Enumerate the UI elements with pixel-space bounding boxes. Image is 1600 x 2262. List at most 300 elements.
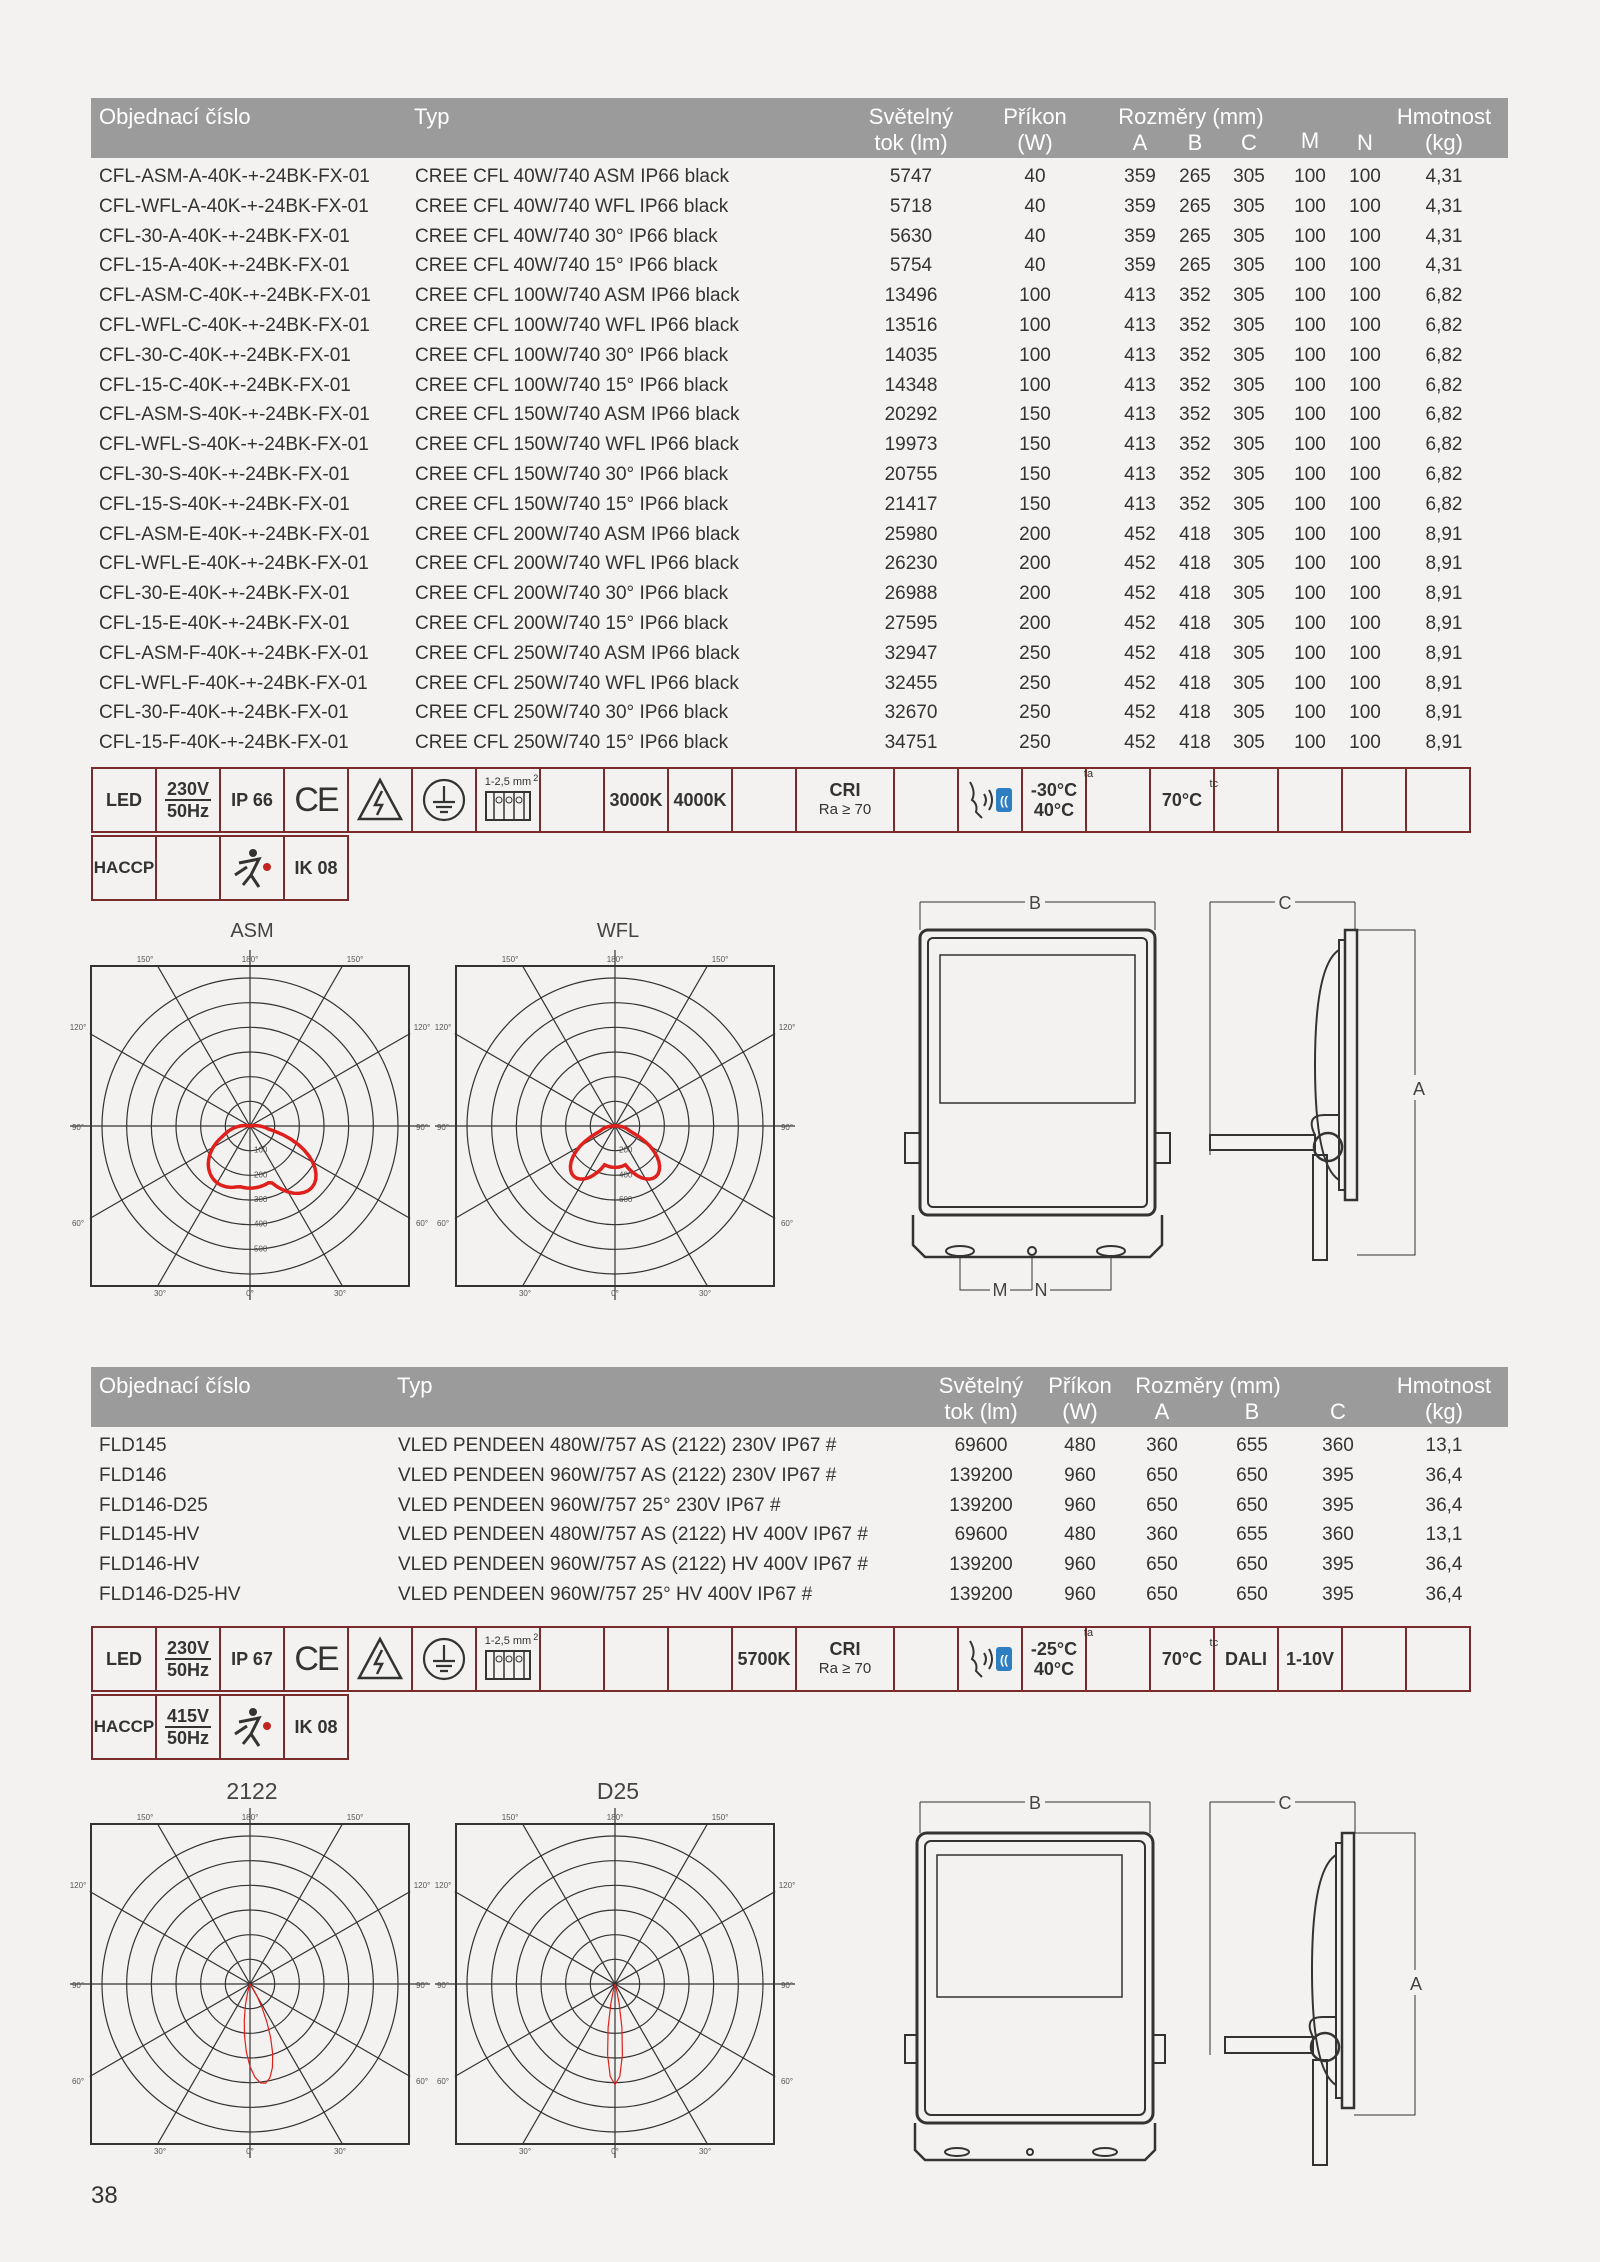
cct-3000k-badge: 3000K	[603, 767, 669, 833]
cell-flux: 26988	[884, 583, 938, 605]
cell-weight: 4,31	[1425, 166, 1463, 187]
cell-c: 305	[1233, 255, 1265, 277]
cell-c: 305	[1233, 463, 1265, 485]
table-row	[91, 460, 1508, 490]
cell-power: 480	[1064, 1435, 1096, 1456]
cell-code: FLD146-D25-HV	[99, 1583, 241, 1605]
cell-weight: 6,82	[1425, 314, 1463, 336]
table-row	[91, 400, 1508, 430]
cell-flux: 25980	[884, 523, 938, 545]
intensity-curve	[208, 1126, 316, 1194]
angle-label: 180°	[241, 955, 259, 964]
cell-a: 452	[1124, 672, 1156, 694]
cell-b: 650	[1236, 1554, 1268, 1576]
cell-weight: 6,82	[1425, 404, 1463, 426]
ik-rating-badge: IK 08	[283, 835, 349, 901]
table-row	[91, 728, 1508, 758]
cell-power: 150	[1019, 463, 1051, 485]
header-m: M	[1300, 128, 1320, 153]
cell-weight: 8,91	[1425, 612, 1463, 634]
angle-label: 150°	[346, 1813, 364, 1822]
angle-label: 90°	[71, 1123, 85, 1132]
cell-code: CFL-15-A-40K-+-24BK-FX-01	[99, 255, 350, 277]
ring-label: 600	[619, 1195, 633, 1204]
cell-m: 100	[1294, 493, 1326, 515]
ik-rating-badge: IK 08	[283, 1694, 349, 1760]
cell-b: 418	[1179, 583, 1211, 605]
cell-code: CFL-ASM-E-40K-+-24BK-FX-01	[99, 523, 370, 545]
cell-m: 100	[1294, 434, 1326, 456]
cell-a: 413	[1124, 434, 1156, 456]
cell-b: 650	[1236, 1583, 1268, 1605]
cell-c: 395	[1322, 1464, 1354, 1486]
table-body	[91, 162, 1508, 758]
angle-label: 120°	[435, 1023, 452, 1032]
cell-weight: 13,1	[1425, 1524, 1463, 1546]
cell-a: 359	[1124, 166, 1156, 187]
cell-type: CREE CFL 40W/740 WFL IP66 black	[415, 195, 729, 217]
table-row	[91, 520, 1508, 550]
cell-a: 360	[1146, 1524, 1178, 1546]
angle-label: 90°	[780, 1981, 794, 1990]
cell-m: 100	[1294, 285, 1326, 307]
header-n: N	[1357, 130, 1373, 155]
header-c: C	[1241, 130, 1257, 155]
cell-b: 655	[1236, 1435, 1268, 1456]
angle-label: 60°	[436, 1219, 450, 1228]
cell-b: 352	[1179, 404, 1211, 426]
cell-code: CFL-30-E-40K-+-24BK-FX-01	[99, 583, 350, 605]
ring-label: 100	[254, 1145, 268, 1155]
cell-weight: 4,31	[1425, 195, 1463, 217]
cell-code: CFL-15-C-40K-+-24BK-FX-01	[99, 374, 351, 396]
angle-label: 30°	[333, 2147, 347, 2156]
cell-type: CREE CFL 200W/740 ASM IP66 black	[415, 523, 740, 545]
polar-diagram-d25	[435, 1808, 795, 2158]
wire-terminal-icon: 1-2,5 mm 2	[475, 767, 541, 833]
polar-title-asm: ASM	[230, 920, 274, 942]
angle-label: 120°	[70, 1881, 87, 1890]
cell-type: CREE CFL 100W/740 30° IP66 black	[415, 344, 729, 366]
empty-cell	[603, 1626, 669, 1692]
angle-label: 150°	[346, 955, 364, 964]
cell-n: 100	[1349, 255, 1381, 277]
cell-weight: 36,4	[1425, 1583, 1463, 1605]
cell-flux: 34751	[884, 732, 938, 754]
cell-c: 305	[1233, 434, 1265, 456]
cell-flux: 14035	[884, 344, 938, 366]
cell-a: 359	[1124, 225, 1156, 247]
angle-label: 90°	[71, 1981, 85, 1990]
cell-a: 650	[1146, 1494, 1178, 1516]
cell-c: 305	[1233, 195, 1265, 217]
cell-a: 452	[1124, 553, 1156, 575]
cell-a: 413	[1124, 344, 1156, 366]
angle-label: 60°	[415, 1219, 429, 1228]
angle-label: 90°	[780, 1123, 794, 1132]
header-power-unit-2: (W)	[1062, 1399, 1098, 1424]
cell-flux: 20755	[884, 463, 938, 485]
cell-power: 40	[1024, 255, 1046, 277]
cell-m: 100	[1294, 702, 1326, 724]
cell-n: 100	[1349, 732, 1381, 754]
header-dims-2: Rozměry (mm)	[1135, 1373, 1281, 1398]
cell-code: FLD145	[99, 1435, 167, 1456]
ground-icon	[411, 767, 477, 833]
svg-text:((: ((	[1000, 794, 1008, 808]
cell-b: 265	[1179, 225, 1211, 247]
cell-n: 100	[1349, 166, 1381, 187]
cell-type: CREE CFL 100W/740 15° IP66 black	[415, 374, 729, 396]
cell-m: 100	[1294, 553, 1326, 575]
cell-m: 100	[1294, 672, 1326, 694]
cell-m: 100	[1294, 404, 1326, 426]
cell-b: 650	[1236, 1494, 1268, 1516]
table-row	[91, 281, 1508, 311]
angle-label: 30°	[333, 1289, 347, 1298]
cell-b: 352	[1179, 344, 1211, 366]
cell-b: 352	[1179, 434, 1211, 456]
cell-weight: 6,82	[1425, 374, 1463, 396]
cell-m: 100	[1294, 195, 1326, 217]
cell-weight: 8,91	[1425, 523, 1463, 545]
angle-label: 120°	[413, 1881, 430, 1890]
polar-title-2122: 2122	[226, 1778, 278, 1804]
cct-4000k-badge: 4000K	[667, 767, 733, 833]
cell-b: 418	[1179, 523, 1211, 545]
angle-label: 120°	[778, 1881, 795, 1890]
ring-label: 500	[254, 1244, 268, 1254]
angle-label: 90°	[415, 1981, 429, 1990]
cell-code: CFL-30-A-40K-+-24BK-FX-01	[99, 225, 350, 247]
table-row	[91, 1520, 1508, 1550]
cell-power: 200	[1019, 612, 1051, 634]
cell-c: 305	[1233, 702, 1265, 724]
cell-a: 452	[1124, 523, 1156, 545]
icon-grid-1	[91, 767, 1471, 833]
cell-type: VLED PENDEEN 480W/757 AS (2122) 230V IP67 #	[398, 1435, 837, 1456]
cell-c: 305	[1233, 642, 1265, 664]
cell-n: 100	[1349, 612, 1381, 634]
header-power-2: Příkon	[1048, 1373, 1112, 1398]
cell-a: 413	[1124, 374, 1156, 396]
cell-code: FLD146	[99, 1464, 167, 1486]
cell-a: 650	[1146, 1464, 1178, 1486]
ip-rating-badge: IP 66	[219, 767, 285, 833]
voltage-badge: $\frac{230V}{50Hz}$	[155, 767, 221, 833]
cell-weight: 36,4	[1425, 1554, 1463, 1576]
cell-code: CFL-ASM-S-40K-+-24BK-FX-01	[99, 404, 370, 426]
cell-code: FLD145-HV	[99, 1524, 200, 1546]
cell-a: 360	[1146, 1435, 1178, 1456]
header-weight-2: Hmotnost	[1396, 1373, 1492, 1398]
empty-cell	[1341, 767, 1407, 833]
cct-5700k-badge: 5700K	[731, 1626, 797, 1692]
table-row	[91, 162, 1508, 192]
cell-code: CFL-ASM-A-40K-+-24BK-FX-01	[99, 166, 370, 187]
cell-weight: 36,4	[1425, 1464, 1463, 1486]
cell-code: CFL-ASM-F-40K-+-24BK-FX-01	[99, 642, 369, 664]
cell-flux: 32455	[884, 672, 938, 694]
cell-b: 650	[1236, 1464, 1268, 1486]
cell-flux: 14348	[884, 374, 938, 396]
header-b-2: B	[1244, 1399, 1260, 1424]
empty-cell	[1405, 1626, 1471, 1692]
table-row	[91, 1580, 1508, 1610]
cell-a: 413	[1124, 285, 1156, 307]
cell-type: CREE CFL 150W/740 ASM IP66 black	[415, 404, 740, 426]
cell-weight: 6,82	[1425, 285, 1463, 307]
cell-type: CREE CFL 40W/740 30° IP66 black	[415, 225, 718, 247]
table-row	[91, 490, 1508, 520]
cell-type: CREE CFL 250W/740 15° IP66 black	[415, 732, 729, 754]
header-code-2: Objednací číslo	[99, 1373, 251, 1398]
cell-power: 100	[1019, 374, 1051, 396]
page-number: 38	[91, 2182, 118, 2209]
angle-label: 60°	[436, 2077, 450, 2086]
cell-flux: 139200	[949, 1583, 1013, 1605]
header-type-2: Typ	[397, 1373, 433, 1398]
cri-badge: CRI Ra ≥ 70	[795, 1626, 895, 1692]
cell-type: CREE CFL 150W/740 30° IP66 black	[415, 463, 729, 485]
header-power: Příkon	[1003, 104, 1067, 129]
cell-n: 100	[1349, 463, 1381, 485]
table-row	[91, 639, 1508, 669]
cell-c: 395	[1322, 1583, 1354, 1605]
cell-c: 305	[1233, 344, 1265, 366]
header-type: Typ	[414, 104, 450, 129]
cell-n: 100	[1349, 553, 1381, 575]
angle-label: 0°	[246, 1289, 254, 1298]
cell-a: 413	[1124, 493, 1156, 515]
cell-b: 352	[1179, 374, 1211, 396]
cell-n: 100	[1349, 374, 1381, 396]
angle-label: 60°	[71, 1219, 85, 1228]
cell-power: 960	[1064, 1583, 1096, 1605]
header-flux-2: Světelný	[938, 1373, 1024, 1398]
cell-code: CFL-WFL-F-40K-+-24BK-FX-01	[99, 672, 368, 694]
cell-n: 100	[1349, 404, 1381, 426]
table-row	[91, 579, 1508, 609]
cell-type: CREE CFL 40W/740 ASM IP66 black	[415, 166, 729, 187]
angle-label: 60°	[780, 1219, 794, 1228]
cell-flux: 139200	[949, 1494, 1013, 1516]
svg-text:((: ((	[1000, 1653, 1008, 1667]
cell-m: 100	[1294, 225, 1326, 247]
cell-a: 650	[1146, 1554, 1178, 1576]
dim-label-b: B	[1028, 1793, 1042, 1813]
angle-label: 120°	[70, 1023, 87, 1032]
empty-cell	[893, 1626, 959, 1692]
cell-power: 150	[1019, 434, 1051, 456]
cell-a: 452	[1124, 732, 1156, 754]
header-flux: Světelný	[868, 104, 954, 129]
dali-badge: DALI	[1213, 1626, 1279, 1692]
ring-label: 300	[254, 1195, 268, 1204]
angle-label: 150°	[136, 1813, 154, 1822]
cell-flux: 32947	[884, 642, 938, 664]
cell-b: 352	[1179, 314, 1211, 336]
empty-cell	[667, 1626, 733, 1692]
cell-c: 305	[1233, 374, 1265, 396]
cell-n: 100	[1349, 195, 1381, 217]
sensor-icon	[957, 1626, 1023, 1692]
cell-c: 305	[1233, 732, 1265, 754]
impact-icon	[219, 1694, 285, 1760]
cell-flux: 69600	[954, 1435, 1008, 1456]
cell-c: 305	[1233, 553, 1265, 575]
wire-terminal-icon: 1-2,5 mm 2	[475, 1626, 541, 1692]
angle-label: 30°	[518, 2147, 532, 2156]
cell-weight: 8,91	[1425, 672, 1463, 694]
cell-a: 359	[1124, 255, 1156, 277]
table-row	[91, 371, 1508, 401]
cell-type: CREE CFL 40W/740 15° IP66 black	[415, 255, 718, 277]
cell-m: 100	[1294, 732, 1326, 754]
table-row	[91, 192, 1508, 222]
empty-cell	[893, 767, 959, 833]
product-table-cfl	[91, 98, 1508, 758]
voltage-badge-hv: $\frac{415V}{50Hz}$	[155, 1694, 221, 1760]
empty-cell	[1085, 767, 1151, 833]
electric-shock-icon	[347, 767, 413, 833]
empty-cell	[731, 767, 797, 833]
cell-b: 418	[1179, 553, 1211, 575]
cell-b: 352	[1179, 463, 1211, 485]
cell-flux: 5754	[889, 255, 933, 277]
cell-type: CREE CFL 100W/740 ASM IP66 black	[415, 285, 740, 307]
cell-type: VLED PENDEEN 960W/757 25° 230V IP67 #	[398, 1494, 781, 1516]
polar-diagram-2122	[70, 1808, 430, 2158]
cell-weight: 8,91	[1425, 583, 1463, 605]
cell-type: CREE CFL 250W/740 WFL IP66 black	[415, 672, 739, 694]
cell-weight: 8,91	[1425, 702, 1463, 724]
header-code: Objednací číslo	[99, 104, 251, 129]
led-badge: LED	[91, 767, 157, 833]
cell-n: 100	[1349, 493, 1381, 515]
cell-c: 305	[1233, 166, 1265, 187]
dim-label-c: C	[1278, 1793, 1292, 1813]
cell-m: 100	[1294, 523, 1326, 545]
cell-b: 655	[1236, 1524, 1268, 1546]
cell-c: 360	[1322, 1524, 1354, 1546]
cell-type: VLED PENDEEN 960W/757 AS (2122) 230V IP67 #	[398, 1464, 837, 1486]
haccp-badge: HACCP	[91, 1694, 157, 1760]
cell-type: CREE CFL 150W/740 15° IP66 black	[415, 493, 729, 515]
dim-label-b: B	[1028, 893, 1042, 913]
angle-label: 90°	[436, 1981, 450, 1990]
cell-power: 250	[1019, 672, 1051, 694]
header-a: A	[1132, 130, 1148, 155]
table-header	[91, 98, 1508, 158]
cell-n: 100	[1349, 285, 1381, 307]
cell-weight: 4,31	[1425, 255, 1463, 277]
table-body-2	[91, 1431, 1508, 1610]
cell-code: CFL-WFL-S-40K-+-24BK-FX-01	[99, 434, 369, 456]
table-row	[91, 1550, 1508, 1580]
cell-power: 250	[1019, 732, 1051, 754]
icon-grid-2b	[91, 1694, 349, 1760]
cell-flux: 13496	[884, 285, 938, 307]
cell-b: 265	[1179, 195, 1211, 217]
empty-cell	[155, 835, 221, 901]
sensor-icon	[957, 767, 1023, 833]
voltage-badge: $\frac{230V}{50Hz}$	[155, 1626, 221, 1692]
table-row	[91, 1431, 1508, 1461]
angle-label: 90°	[436, 1123, 450, 1132]
angle-label: 0°	[611, 1289, 619, 1298]
dim-label-n: N	[1034, 1280, 1048, 1300]
cell-a: 650	[1146, 1583, 1178, 1605]
polar-title-wfl: WFL	[596, 920, 640, 942]
cell-power: 960	[1064, 1494, 1096, 1516]
dim-label-a: A	[1409, 1974, 1423, 1994]
cell-type: VLED PENDEEN 960W/757 AS (2122) HV 400V IP67 #	[398, 1554, 868, 1576]
cell-c: 395	[1322, 1494, 1354, 1516]
ring-label: 200	[254, 1170, 268, 1180]
cell-code: CFL-WFL-A-40K-+-24BK-FX-01	[99, 195, 369, 217]
dim-label-c: C	[1278, 893, 1292, 913]
ce-mark-icon: CE	[283, 767, 349, 833]
cell-weight: 6,82	[1425, 463, 1463, 485]
cell-flux: 5630	[889, 225, 933, 247]
header-weight-unit-2: (kg)	[1425, 1399, 1463, 1424]
cell-power: 40	[1024, 195, 1046, 217]
cell-weight: 8,91	[1425, 553, 1463, 575]
cell-power: 960	[1064, 1464, 1096, 1486]
cell-flux: 5718	[889, 195, 933, 217]
cell-power: 100	[1019, 314, 1051, 336]
table-row	[91, 669, 1508, 699]
cell-n: 100	[1349, 344, 1381, 366]
cell-a: 359	[1124, 195, 1156, 217]
cell-type: CREE CFL 200W/740 30° IP66 black	[415, 583, 729, 605]
angle-label: 180°	[241, 1813, 259, 1822]
cell-power: 100	[1019, 285, 1051, 307]
cell-weight: 6,82	[1425, 434, 1463, 456]
icon-grid-1b	[91, 835, 349, 901]
table-row	[91, 1461, 1508, 1491]
cell-code: CFL-30-S-40K-+-24BK-FX-01	[99, 463, 350, 485]
polar-diagram-asm	[70, 950, 430, 1300]
cell-c: 395	[1322, 1554, 1354, 1576]
cell-a: 413	[1124, 314, 1156, 336]
angle-label: 60°	[780, 2077, 794, 2086]
cell-power: 200	[1019, 523, 1051, 545]
table-row	[91, 430, 1508, 460]
ce-mark-icon: CE	[283, 1626, 349, 1692]
cell-flux: 26230	[884, 553, 938, 575]
cell-type: VLED PENDEEN 480W/757 AS (2122) HV 400V IP67 #	[398, 1524, 868, 1546]
angle-label: 30°	[518, 1289, 532, 1298]
product-table-pendeen	[91, 1367, 1508, 1610]
cell-power: 960	[1064, 1554, 1096, 1576]
dim-label-m: M	[992, 1280, 1008, 1300]
cell-weight: 6,82	[1425, 493, 1463, 515]
cell-type: CREE CFL 100W/740 WFL IP66 black	[415, 314, 739, 336]
polar-title-d25: D25	[596, 1778, 640, 1804]
case-temp-badge: 70°C tc	[1149, 1626, 1215, 1692]
cell-b: 418	[1179, 702, 1211, 724]
cell-b: 352	[1179, 285, 1211, 307]
cell-flux: 32670	[884, 702, 938, 724]
header-c-2: C	[1330, 1399, 1346, 1424]
cell-power: 480	[1064, 1524, 1096, 1546]
table-row	[91, 1491, 1508, 1521]
cell-flux: 20292	[884, 404, 938, 426]
empty-cell	[539, 767, 605, 833]
cell-weight: 4,31	[1425, 225, 1463, 247]
